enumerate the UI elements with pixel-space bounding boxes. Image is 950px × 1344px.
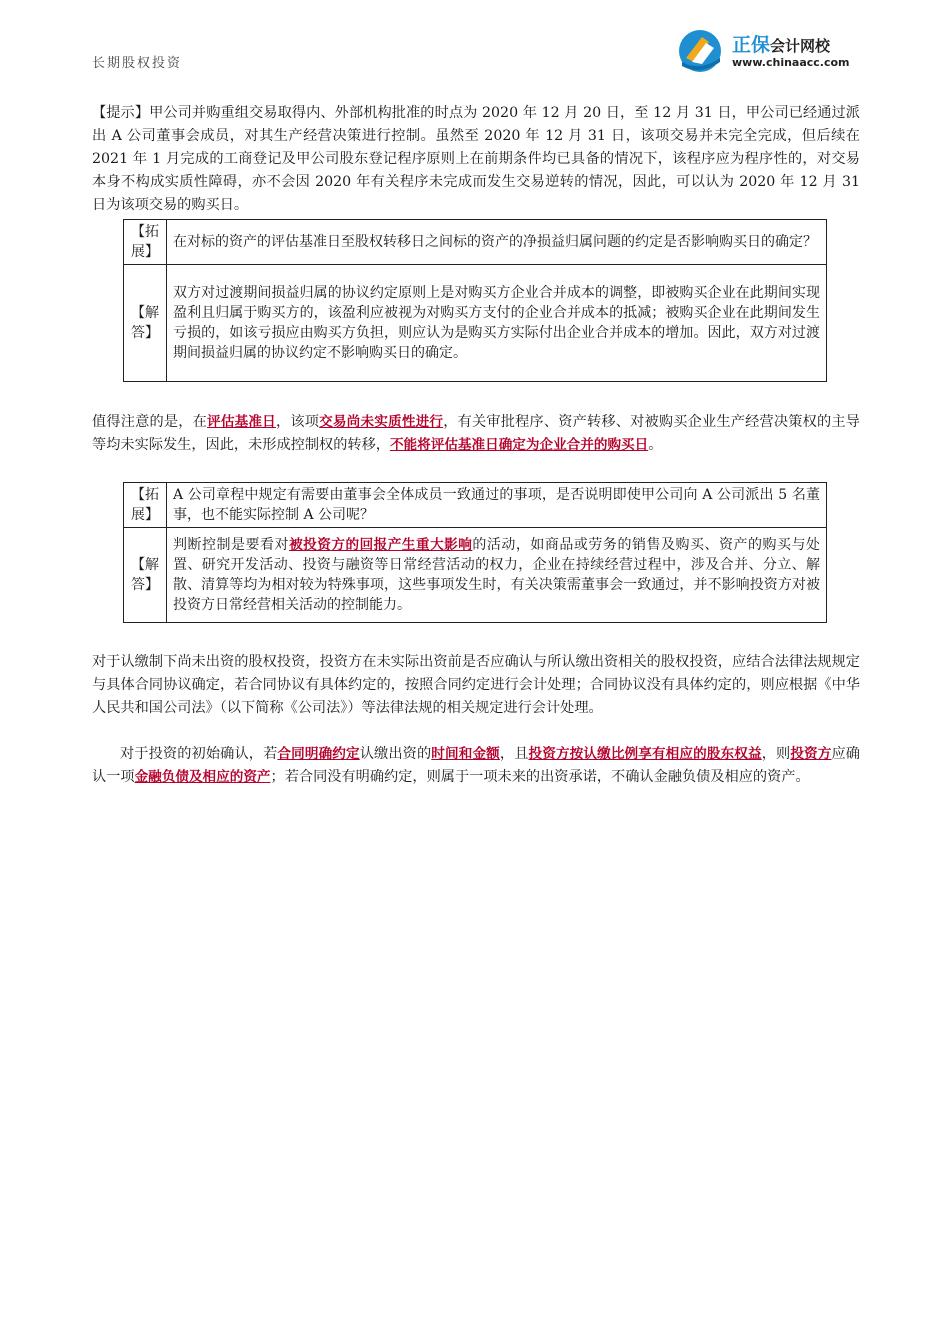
extension-label: 【拓展】 — [124, 220, 167, 265]
answer-row — [124, 528, 827, 623]
highlight-not-purchase-date: 不能将评估基准日确定为企业合并的购买日 — [389, 437, 649, 453]
highlight-contract-agreed: 合同明确约定 — [277, 746, 360, 762]
highlight-significant-impact: 被投资方的回报产生重大影响 — [289, 537, 473, 553]
logo-mark-icon — [676, 28, 728, 74]
question-row — [124, 483, 827, 528]
extension-question: A 公司章程中规定有需要由董事会全体成员一致通过的事项，是否说明即使甲公司向 A 公司派出 5 名董事，也不能实际控制 A 公司呢？ — [167, 483, 827, 528]
answer-row — [124, 265, 827, 382]
initial-recognition-paragraph: 对于投资的初始确认，若合同明确约定认缴出资的时间和金额，且投资方按认缴比例享有相应的股东权益，则投资方应确认一项金融负债及相应的资产；若合同没有明确约定，则属于一项未来的出资承诺，不确认金融负债及相应的资产。 — [92, 746, 860, 785]
highlight-valuation-date: 评估基准日 — [207, 414, 276, 430]
highlight-time-and-amount: 时间和金额 — [431, 746, 500, 762]
highlight-shareholder-rights: 投资方按认缴比例享有相应的股东权益 — [528, 746, 762, 762]
subscription-paragraph: 对于认缴制下尚未出资的股权投资，投资方在未实际出资前是否应确认与所认缴出资相关的股权投资，应结合法律法规规定与具体合同协议确定，若合同协议有具体约定的，按照合同约定进行会计处理；合同协议没有具体约定的，则应根据《中华人民共和国公司法》（以下简称《公司法》）等法律法规的相关规定进行会计处理。 — [92, 654, 860, 716]
answer-text: 双方对过渡期间损益归属的协议约定原则上是对购买方企业合并成本的调整，即被购买企业在此期间实现盈利且归属于购买方的，该盈利应被视为对购买方支付的企业合并成本的抵减；被购买企业在此期间发生亏损的，如该亏损应由购买方负担，则应认为是购买方实际付出企业合并成本的增加。因此，双方对过渡期间损益归属的协议约定不影响购买日的确定。 — [167, 265, 827, 382]
answer-label: 【解答】 — [124, 528, 167, 623]
chinaacc-logo — [676, 26, 876, 76]
logo-url: www.chinaacc.com — [732, 56, 850, 69]
extension-question: 在对标的资产的评估基准日至股权转移日之间标的资产的净损益归属问题的约定是否影响购买日的确定？ — [167, 220, 827, 265]
highlight-financial-liability: 金融负债及相应的资产 — [134, 769, 271, 785]
tip-paragraph: 【提示】甲公司并购重组交易取得内、外部机构批准的时点为 2020 年 12 月 20 日，至 12 月 31 日，甲公司已经通过派出 A 公司董事会成员，对其生产经营决策进行控制。虽然至 2020 年 12 月 31 日，该项交易并未完全完成，但后续在 2021 年 1 月完成的工商登记及甲公司股东登记程序原则上在前期条件均已具备的情况下，该程序应为程序性的，对交易本身不构成实质性障碍，亦不会因 2020 年有关程序未完成而发生交易逆转的情况，因此，可以认为 2020 年 12 月 31 日为该项交易的购买日。 — [92, 105, 860, 213]
question-row — [124, 220, 827, 265]
answer-text: 判断控制是要看对被投资方的回报产生重大影响的活动，如商品或劳务的销售及购买、资产的购买与处置、研究开发活动、投资与融资等日常经营活动的权力，企业在持续经营过程中，涉及合并、分立、解散、清算等均为相对较为特殊事项，这些事项发生时，有关决策需董事会一致通过，并不影响投资方对被投资方日常经营相关活动的控制能力。 — [167, 528, 827, 623]
running-header: 长期股权投资 — [92, 56, 183, 71]
extension-table-1 — [123, 219, 827, 382]
answer-label: 【解答】 — [124, 265, 167, 382]
highlight-transaction-not-performed: 交易尚未实质性进行 — [319, 414, 444, 430]
logo-brand: 正保会计网校 — [732, 34, 831, 56]
extension-label: 【拓展】 — [124, 483, 167, 528]
note-paragraph: 值得注意的是，在评估基准日，该项交易尚未实质性进行，有关审批程序、资产转移、对被购买企业生产经营决策权的主导等均未实际发生，因此，未形成控制权的转移，不能将评估基准日确定为企业合并的购买日。 — [92, 414, 860, 453]
highlight-investor: 投资方 — [790, 746, 832, 762]
extension-table-2 — [123, 482, 827, 623]
